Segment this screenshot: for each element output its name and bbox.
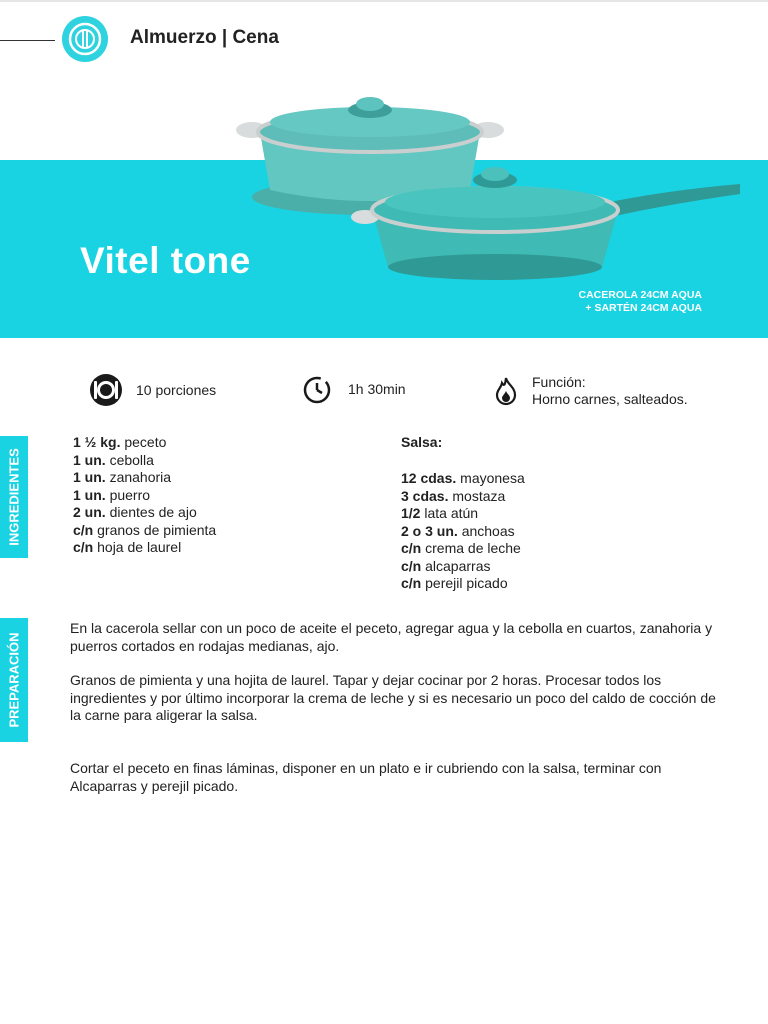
salsa-heading: Salsa: <box>401 434 443 450</box>
list-item <box>73 452 216 470</box>
list-item <box>401 470 525 488</box>
preparation-tab <box>0 618 28 742</box>
list-item <box>401 523 525 541</box>
flame-icon <box>493 376 519 406</box>
preparation-step-3: Cortar el peceto en finas láminas, disponer en un plato e ir cubriendo con la salsa, terminar con Alcaparras y perejil picado. <box>70 760 662 794</box>
list-item <box>73 469 216 487</box>
ingredient-qty: 1 ½ kg. <box>73 434 121 450</box>
salsa-qty: c/n <box>401 575 422 591</box>
list-item <box>73 434 216 452</box>
salsa-name: perejil picado <box>425 575 508 591</box>
time-text: 1h 30min <box>348 381 406 397</box>
salsa-name: alcaparras <box>425 557 491 574</box>
salsa-name: lata atún <box>424 505 479 521</box>
top-border <box>0 0 768 2</box>
ingredient-qty: 1 un. <box>73 451 106 468</box>
salsa-name: mostaza <box>452 487 506 504</box>
list-item <box>73 504 216 522</box>
salsa-name: mayonesa <box>460 470 525 486</box>
ingredients-tab <box>0 436 28 558</box>
ingredient-name: granos de pimienta <box>97 521 217 538</box>
salsa-name: crema de leche <box>425 540 521 556</box>
ingredient-qty: 1 un. <box>73 469 106 485</box>
function-info <box>532 374 688 408</box>
list-item <box>401 558 525 576</box>
caption-line-2: + SARTÉN 24CM AQUA <box>585 302 702 314</box>
ingredient-name: peceto <box>124 434 167 450</box>
list-item <box>73 539 216 557</box>
ingredient-name: dientes de ajo <box>109 504 197 520</box>
header-rule <box>0 40 55 41</box>
ingredient-qty: 2 un. <box>73 504 106 520</box>
preparation-step-2: Granos de pimienta y una hojita de laurel. Tapar y dejar cocinar por 2 horas. Procesar todos los ingredientes y por último incorporar la crema de leche y si es necesario un poco del caldo de cocción de la carne para aligerar la salsa. <box>70 672 716 723</box>
ingredient-name: hoja de laurel <box>97 539 182 555</box>
ingredient-qty: c/n <box>73 521 94 538</box>
list-item <box>401 540 525 558</box>
list-item <box>401 505 525 523</box>
pots-illustration <box>230 82 750 292</box>
preparation-tab-label: PREPARACIÓN <box>6 632 22 728</box>
function-value: Horno carnes, salteados. <box>532 391 688 407</box>
portions-icon <box>88 372 124 408</box>
recipe-title: Vitel tone <box>80 240 251 281</box>
ingredient-qty: 1 un. <box>73 486 106 503</box>
salsa-qty: 2 o 3 un. <box>401 522 458 539</box>
portions-text: 10 porciones <box>136 382 217 398</box>
category-title: Almuerzo | Cena <box>130 27 279 48</box>
ingredient-name: puerro <box>109 486 151 503</box>
salsa-qty: c/n <box>401 540 422 556</box>
list-item <box>401 488 525 506</box>
product-caption <box>520 289 702 315</box>
ingredient-name: zanahoria <box>109 469 172 485</box>
ingredient-name: cebolla <box>109 451 154 468</box>
list-item <box>73 487 216 505</box>
preparation-step-1: En la cacerola sellar con un poco de aceite el peceto, agregar agua y la cebolla en cuartos, zanahoria y puerros cortados en rodajas medianas, ajo. <box>70 620 713 654</box>
clock-icon <box>302 375 334 405</box>
salsa-list <box>401 470 525 593</box>
ingredient-qty: c/n <box>73 539 94 555</box>
list-item <box>73 522 216 540</box>
salsa-qty: c/n <box>401 557 422 574</box>
function-label: Función: <box>532 374 586 390</box>
ingredients-list <box>73 434 216 557</box>
salsa-qty: 3 cdas. <box>401 487 449 504</box>
ingredients-tab-label: INGREDIENTES <box>6 448 22 546</box>
salsa-qty: 1/2 <box>401 505 421 521</box>
salsa-qty: 12 cdas. <box>401 470 457 486</box>
salsa-name: anchoas <box>461 522 515 539</box>
list-item <box>401 575 525 593</box>
brand-logo-icon <box>62 16 108 62</box>
caption-line-1: CACEROLA 24CM AQUA <box>578 289 702 301</box>
